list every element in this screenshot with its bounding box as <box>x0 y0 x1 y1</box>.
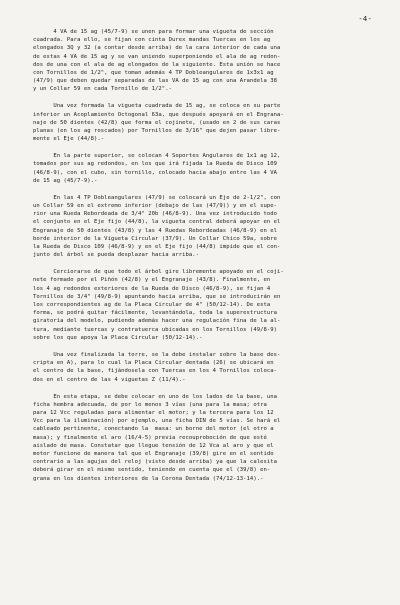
text-line: deberá girar en el mismo sentido, teniendo en cuenta que el (39/8) en- <box>33 467 271 474</box>
text-line: un Collar 59 en el extremo inferior (debajo de las (47/9)) y en el supe- <box>33 203 278 210</box>
text-line: el centro de la base, fijándosela con Tuercas en los 4 Tornillos coloca- <box>33 368 278 375</box>
text-line: la Rueda de Disco 109 (46/8-9) y en el Eje fijo (44/8) impide que el con- <box>33 244 281 251</box>
text-line: (47/9) que deben quedar separadas de las VA de 15 ag con una Arandela 38 <box>33 78 278 85</box>
text-line: Cerciorarse de que todo el árbol gire libremente apoyado en el coji- <box>33 269 284 276</box>
paragraph-bearing-check <box>33 268 376 342</box>
text-line: 4 VA de 15 ag (45/7-9) se unen para formar una vigueta de sección <box>33 29 274 35</box>
text-line: giratoria del modelo, pudiendo además hacer una regulación fina de la al- <box>33 318 281 325</box>
text-line: naje de 50 dientes (42/8) que forma el cojinete, (usado en 2 de sus caras <box>33 119 281 126</box>
text-line: borde interior de la Vigueta Circular (37/9). Un Collar Chico 59a, sobre <box>33 235 278 242</box>
text-line: En esta etapa, se debe colocar en uno de los lados de la base, una <box>33 393 278 400</box>
text-line: Una vez finalizada la torre, se la debe instalar sobre la base des- <box>33 351 281 358</box>
text-line: mente el Eje (44/8).- <box>33 136 105 143</box>
text-line: y un Collar 59 en cada Tornillo de 1/2".- <box>33 86 172 93</box>
instruction-text <box>33 28 376 492</box>
text-line: junto del árbol se pueda desplazar hacia arriba.- <box>33 252 200 259</box>
text-line: motor funcione de manera tal que el Engranaje (39/8) gire en el sentido <box>33 450 274 457</box>
text-line: tura, mediante tuercas y contratuerca ubicadas en los Tornillos (49/8-9) <box>33 326 278 333</box>
text-line: dos de una con el ala de ag elongados de la siguiente. Esta unión se hace <box>33 61 281 68</box>
text-line: forma, se podrá quitar fácilmente, levantándola, toda la superestructura <box>33 310 278 317</box>
text-line: planas (en los ag roscados) por Tornillos de 3/16" que dejen pasar libre- <box>33 128 281 135</box>
paragraph-tower-installation <box>33 351 376 384</box>
text-line: cuadrada. Para ello, se fijan con cinta Durex mandas Tuercas en los ag <box>33 37 271 44</box>
text-line: de 15 ag (45/7-9).- <box>33 177 98 184</box>
text-line: con Tornillos de 1/2", que toman además 4 TP Dobleangulares de 1x3x1 ag <box>33 70 274 77</box>
text-line: contrario a las agujas del reloj (visto desde arriba) ya que la calesita <box>33 459 278 466</box>
text-line: Tornillos de 3/4" (49/8-9) apuntando hacia arriba, que se introducirán en <box>33 293 281 300</box>
text-line: inferior un Acoplamiento Octogonal 63a, que después apoyará en el Engrana- <box>33 111 284 118</box>
text-line: ficha hembra adecuada, de por lo menos 3 vías (una para la masa; otra <box>33 401 267 408</box>
text-line: dos en el centro de las 4 viguetas Z (11/4).- <box>33 376 186 383</box>
text-line: rior una Rueda Rebordeada de 3/4" 20b (46/8-9). Una vez introducido todo <box>33 211 278 218</box>
paragraph-wiring <box>33 393 376 483</box>
text-line: grana en los dientes interiores de la Corona Dentada (74/12-13-14).- <box>33 475 264 482</box>
text-line: Vcc para la iluminación) por ejemplo, una ficha DIN de 5 vías. Se hará el <box>33 418 281 425</box>
paragraph-double-angle-strips <box>33 194 376 260</box>
text-line: Engranaje de 50 dientes (43/8) y las 4 Ruedas Rebordeadas (46/8-9) en el <box>33 227 278 234</box>
text-line: Una vez formada la vigueta cuadrada de 15 ag, se coloca en su parte <box>33 103 281 110</box>
text-line: masa); y finalmente el aro (16/4-5) previa recouproboción de que esté <box>33 434 267 441</box>
text-line: cripta en A), para lo cual la Placa Circular dentada (26) se ubicará en <box>33 360 274 367</box>
text-line: el conjunto en el Eje fijo (44/8), la vigueta central deberá apoyar en el <box>33 219 281 226</box>
page-number: -4- <box>358 14 372 23</box>
text-line: (46/8-9), con el cubo, sin tornillo, colocado hacia abajo entre las 4 VA <box>33 169 278 176</box>
text-line: elongados 3Q y 32 (a contar desde arriba) de la cara interior de cada una <box>33 45 281 52</box>
text-line: tomados por sus ag redondos, en los que irá fijada la Rueda de Disco 109 <box>33 161 278 168</box>
paragraph-octagonal-coupling <box>33 102 376 143</box>
text-line: sobre los que apoya la Placa Circular (50/12-14).- <box>33 334 203 341</box>
text-line: los 4 ag redondos exteriores de la Rueda de Disco (46/8-9), se fijan 4 <box>33 285 271 292</box>
text-line: nete formado por el Piñón (42/8) y el Engranaje (43/8). Finalmente, en <box>33 277 271 284</box>
text-line: aislado de masa. Constatar que llegue tensión de 12 Vca al aro y que el <box>33 442 274 449</box>
text-line: para 12 Vcc reguladas para alimentar el motor; y la tercera para los 12 <box>33 409 274 416</box>
text-line: En la parte superior, se colocan 4 Soportes Angulares de 1x1 ag 12, <box>33 153 281 160</box>
paragraph-square-beam <box>33 28 376 94</box>
text-line: cableado pertinente, conectando la masa: un borne del motor (el otro a <box>33 426 274 433</box>
text-line: los correspondientes ag de la Placa Circular de 4" (50/12-14). De esta <box>33 302 271 309</box>
text-line: de estas 4 VA de 15 ag y se van uniendo superponiendo el ala de ag redon- <box>33 53 281 60</box>
text-line: En las 4 TP Dobleangulares (47/9) se colocará un Eje de 2-1/2", con <box>33 194 281 201</box>
paragraph-angle-brackets <box>33 152 376 185</box>
